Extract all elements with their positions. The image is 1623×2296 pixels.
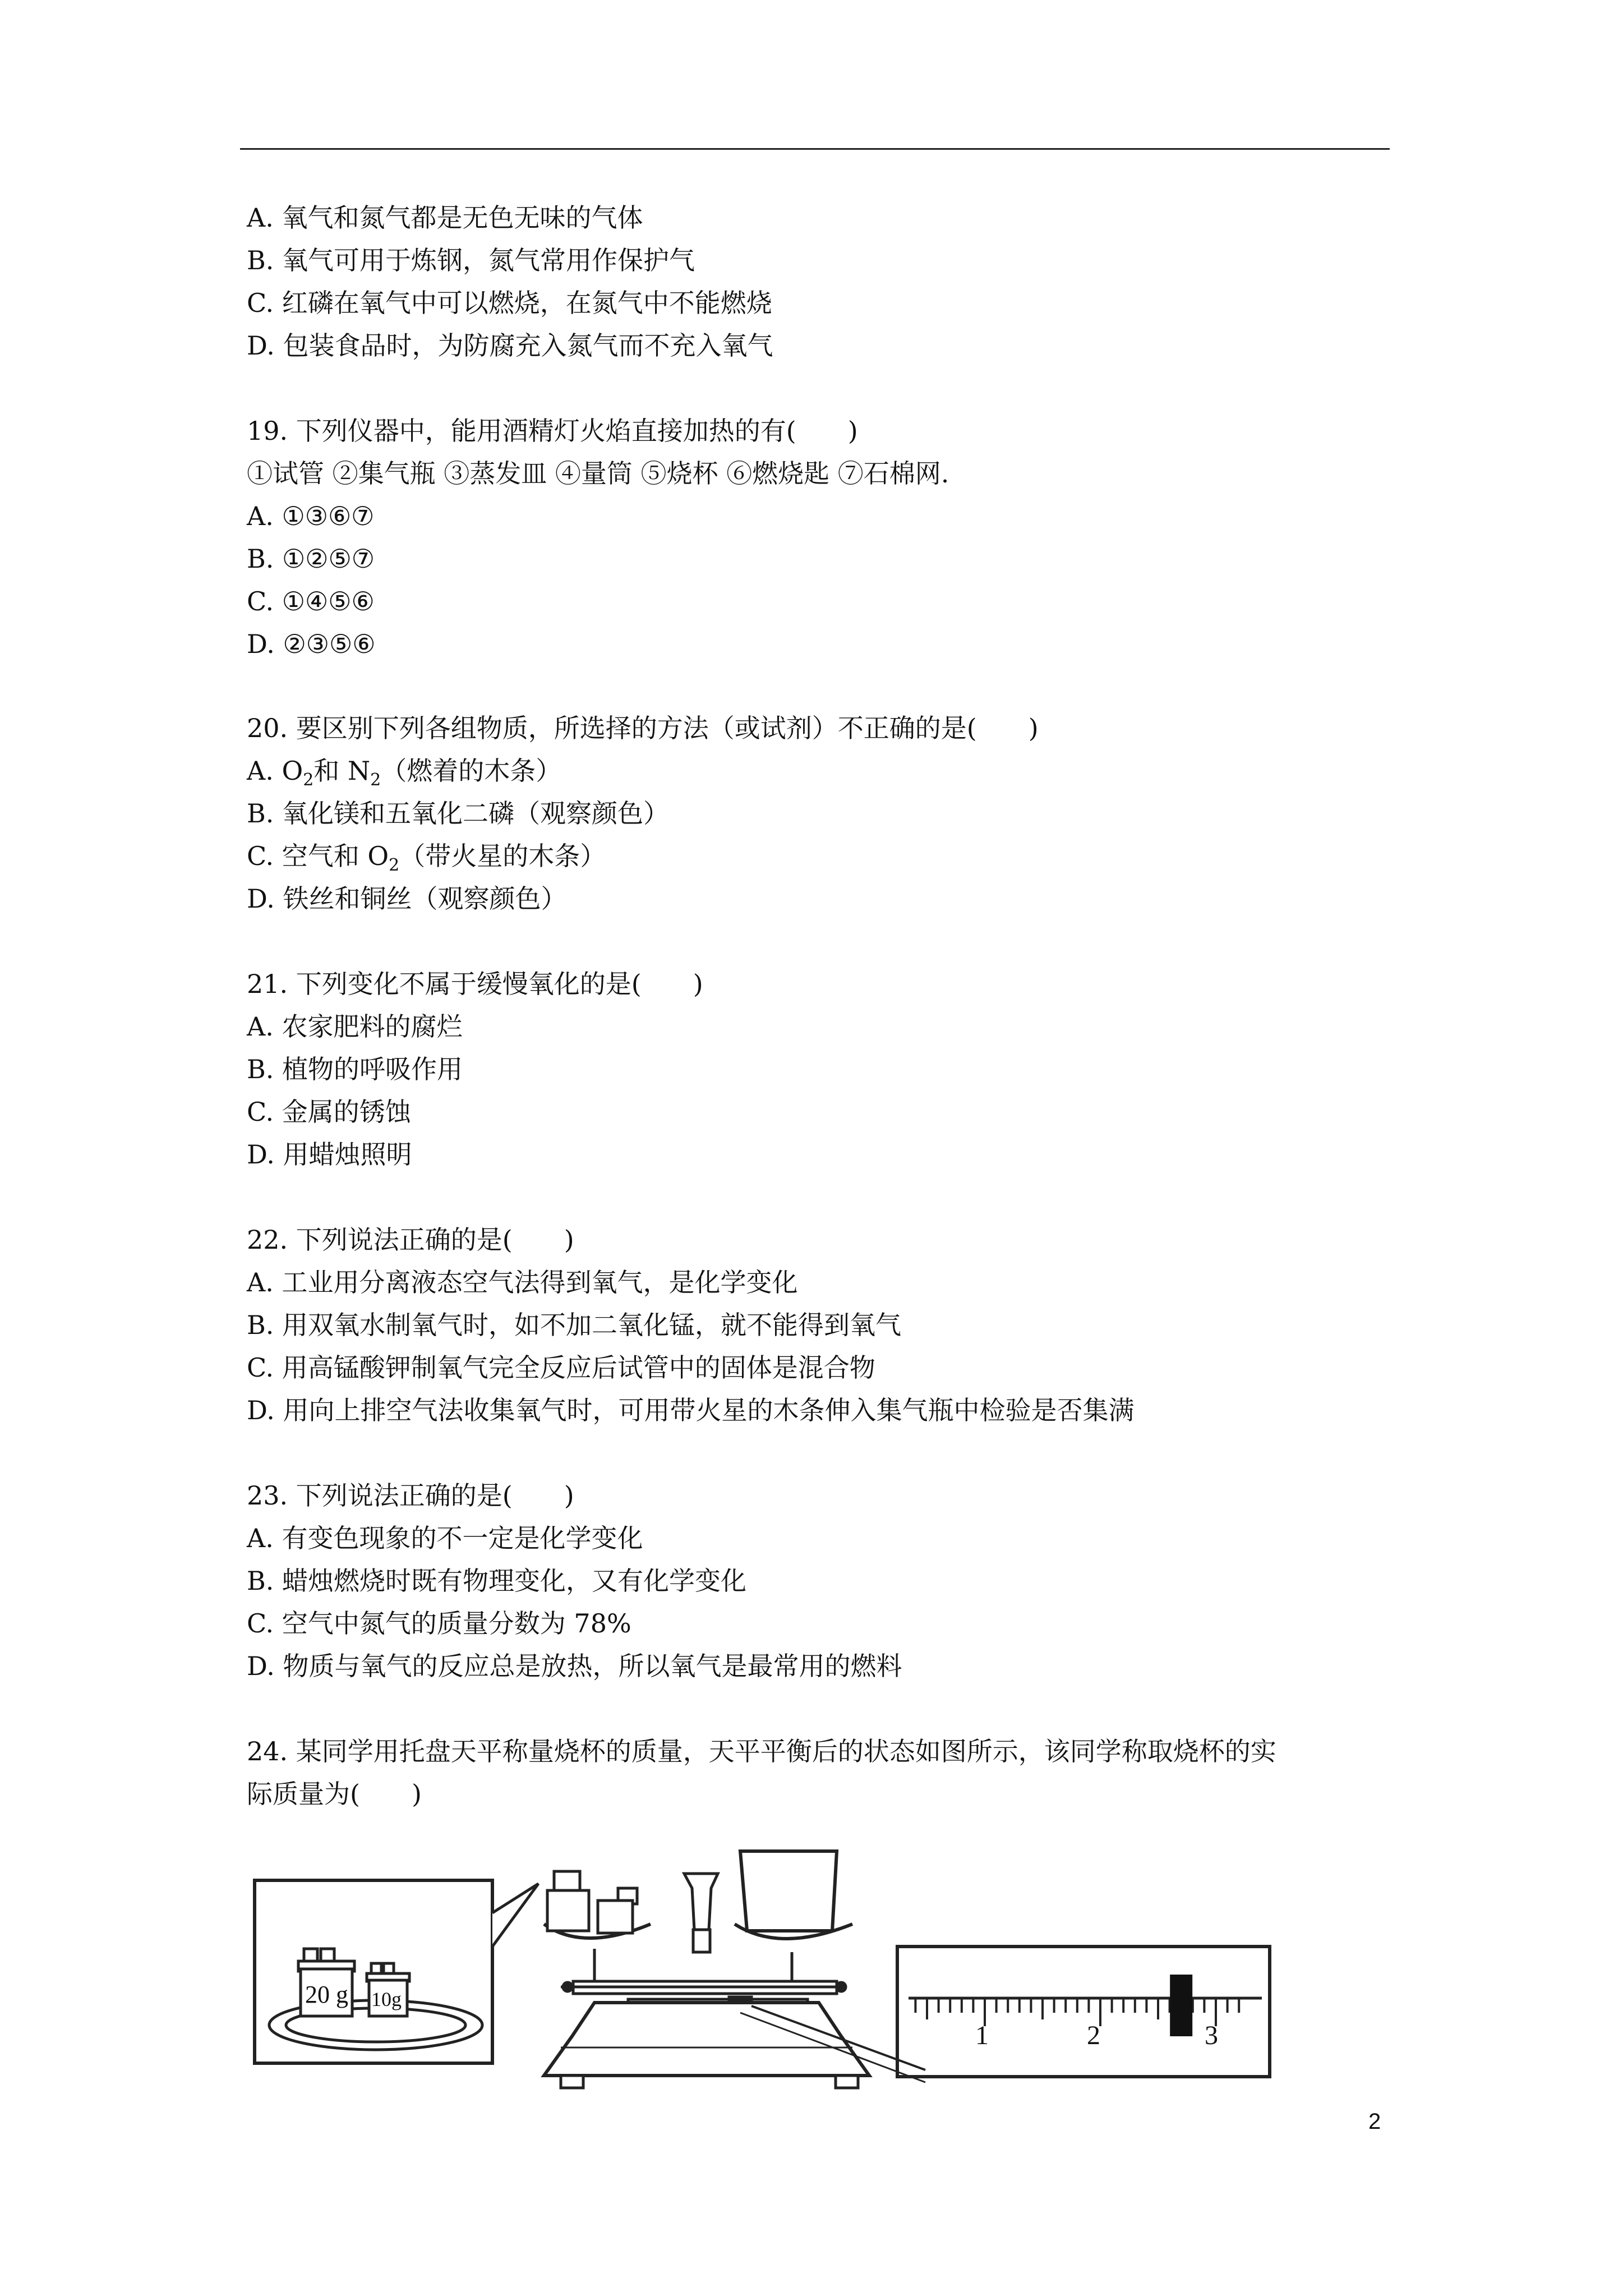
q23-option-d: D. 物质与氧气的反应总是放热，所以氧气是最常用的燃料 [247, 1651, 902, 1681]
q20-option-d: D. 铁丝和铜丝（观察颜色） [247, 884, 567, 914]
weights-inset [255, 1880, 538, 2063]
q19-item-list: ①试管 ②集气瓶 ③蒸发皿 ④量筒 ⑤烧杯 ⑥燃烧匙 ⑦石棉网. [247, 458, 949, 489]
weight-label-20g: 20 g [305, 1981, 348, 2008]
q18-option-c: C. 红磷在氧气中可以燃烧，在氮气中不能燃烧 [247, 288, 772, 318]
q18-option-a: A. 氧气和氮气都是无色无味的气体 [247, 203, 643, 233]
q20-option-a [247, 755, 562, 790]
q20-c-text-end: （带火星的木条） [399, 841, 606, 871]
q20-c-subscript: 2 [389, 855, 400, 875]
q23-stem: 23. 下列说法正确的是( ) [247, 1480, 574, 1511]
q22-option-a: A. 工业用分离液态空气法得到氧气，是化学变化 [247, 1267, 798, 1297]
q19-option-a: A. ①③⑥⑦ [247, 501, 375, 531]
q19-option-c: C. ①④⑤⑥ [247, 586, 375, 616]
q20-a-text-end: （燃着的木条） [381, 756, 562, 786]
header-rule [240, 148, 1390, 150]
scale-label-1: 1 [975, 2021, 989, 2050]
q23-option-a: A. 有变色现象的不一定是化学变化 [247, 1523, 643, 1553]
q19-option-b: B. ①②⑤⑦ [247, 544, 375, 574]
rider-marker [1170, 1975, 1192, 2036]
q20-a-subscript-2: 2 [370, 770, 381, 790]
q24-stem-line2: 际质量为( ) [247, 1779, 422, 1809]
page-number: 2 [1368, 2109, 1381, 2134]
balance-body [544, 1851, 925, 2088]
q21-stem: 21. 下列变化不属于缓慢氧化的是( ) [247, 969, 703, 999]
q24-stem-line1: 24. 某同学用托盘天平称量烧杯的质量，天平平衡后的状态如图所示，该同学称取烧杯的实 [247, 1736, 1276, 1766]
balance-figure [247, 1834, 1273, 2098]
scale-label-2: 2 [1087, 2021, 1100, 2050]
q20-a-text: A. O [247, 756, 303, 786]
q19-option-d: D. ②③⑤⑥ [247, 629, 376, 659]
q20-option-b: B. 氧化镁和五氧化二磷（观察颜色） [247, 798, 670, 829]
q19-stem: 19. 下列仪器中，能用酒精灯火焰直接加热的有( ) [247, 416, 858, 446]
q22-option-b: B. 用双氧水制氧气时，如不加二氧化锰，就不能得到氧气 [247, 1310, 902, 1340]
q23-option-b: B. 蜡烛燃烧时既有物理变化，又有化学变化 [247, 1566, 747, 1596]
q22-option-d: D. 用向上排空气法收集氧气时，可用带火星的木条伸入集气瓶中检验是否集满 [247, 1395, 1135, 1425]
rider-scale-zoom [897, 1947, 1270, 2077]
scale-label-3: 3 [1205, 2021, 1218, 2050]
q21-option-b: B. 植物的呼吸作用 [247, 1054, 463, 1084]
q21-option-a: A. 农家肥料的腐烂 [247, 1011, 463, 1042]
q18-option-b: B. 氧气可用于炼钢，氮气常用作保护气 [247, 245, 695, 275]
q20-a-text-mid: 和 N [313, 756, 371, 786]
q21-option-c: C. 金属的锈蚀 [247, 1097, 411, 1127]
q20-option-c [247, 840, 606, 875]
q20-a-subscript: 2 [303, 770, 314, 790]
q21-option-d: D. 用蜡烛照明 [247, 1139, 412, 1170]
q20-stem: 20. 要区别下列各组物质，所选择的方法（或试剂）不正确的是( ) [247, 713, 1039, 743]
q23-option-c: C. 空气中氮气的质量分数为 78% [247, 1608, 631, 1639]
weight-label-10g: 10g [371, 1988, 402, 2010]
q22-option-c: C. 用高锰酸钾制氧气完全反应后试管中的固体是混合物 [247, 1352, 875, 1383]
q18-option-d: D. 包装食品时，为防腐充入氮气而不充入氧气 [247, 330, 773, 361]
q22-stem: 22. 下列说法正确的是( ) [247, 1225, 574, 1255]
q20-c-text: C. 空气和 O [247, 841, 389, 871]
